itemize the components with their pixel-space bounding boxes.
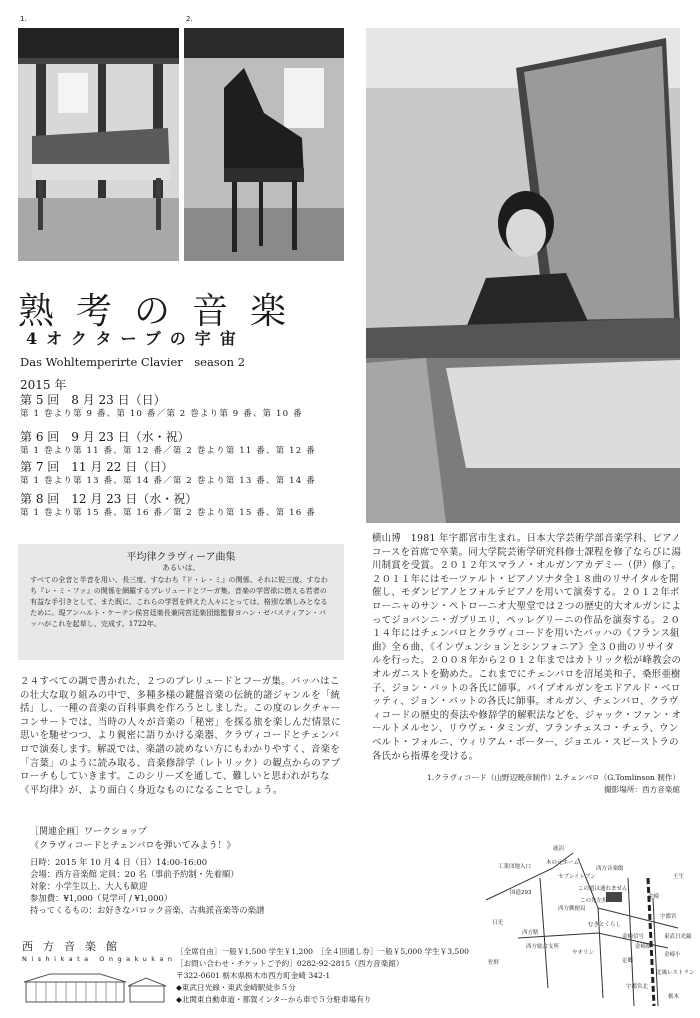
session-date: 第 5 回 8 月 23 日（日） — [20, 393, 166, 407]
photo-credit: 撮影場所：西方音楽館 — [604, 785, 680, 794]
workshop-line: 日時：2015 年 10 月 4 日（日）14:00-16:00 — [30, 857, 208, 867]
access-map — [478, 838, 695, 1010]
title-page-body: すべての全音と半音を用い、長三度、すなわち『ド・レ・ミ』の関係、それに短三度、すなわち『レ・ミ・ファ』の関係を網羅するプレリュードとフーガ集。音楽の学習欲に燃える若者の有益な手引きとして、また既に、これらの学習を終えた人々にとっては、格別な娯しみとなるために。現アンハルト・ケーテン侯宮廷楽長兼同宮廷楽団総監督ヨハン・ゼバスティアン・バッハがこれを起草し、完成す。1722年。 — [30, 575, 328, 628]
workshop-line: 対象：小学生以上、大人も歓迎 — [30, 881, 148, 891]
access-train: ◆東武日光線・東武金崎駅徒歩５分 — [176, 983, 296, 992]
map-label: 西方駅 — [522, 930, 539, 936]
session-date: 第 6 回 9 月 23 日（水・祝） — [20, 430, 190, 444]
session-program: 第 1 巻より第 11 番、第 12 番／第 2 巻より第 11 番、第 12 番 — [20, 446, 316, 456]
map-label: セブンイレブン — [558, 874, 596, 880]
workshop-line: 参加費：¥1,000（見学可 / ¥1,000） — [30, 893, 173, 903]
title-page-sub: あるいは、 — [162, 563, 200, 572]
performer-bio: 横山博 1981 年宇都宮市生まれ。日本大学芸術学部音楽学科、ピアノコースを首席で卒業。同大学院芸術学研究科修士課程を修了ならびに湯川制賞を受賞。２０１２年スマラノ・オルガンアカデミー（伊）修了。２０１１年にはモーツァルト・ピアノソナタ全１８曲のリサイタルを開催し、モダンピアノとフォルテピアノを用いて演奏する。２０１２年ボローニャのサン・ペトローニオ大聖堂では２つの歴史的大オルガンによってジョバンニ・ガブリエリ、ペッレグリーニの作品を演奏する。２０１４年にはチェンバロとクラヴィコードを用いたバッハの《フランス組曲》全６曲、《インヴェンションとシンフォニア》全３０曲のリサイタルを行った。２００８年から２０１２年まではカトリック松が峰教会のオルガニストを勤めた。これまでにチェンバロを沼尾美和子、桑形亜樹子、ジョン・バットの各氏に師事。パイプオルガンをエドアルド・ベロッティ、ジョン・バットの各氏に師事。オルガン、チェンバロ、クラヴィコードの歴史的奏法や修辞学的解釈法などを、ジャック・ファン・オールトメルセン、リウヴェ・タミンガ、フランチェスコ・チェラ、ウンベルト・フォルニ、ウィリアム・ポーター、ジョエル・スピーストラの各氏から指導を受ける。 — [372, 533, 682, 762]
photo-label-1: 1. — [20, 15, 27, 23]
workshop-heading: ［関連企画］ワークショップ — [30, 827, 147, 837]
address: 〒322-0601 栃木県栃木市西方町金崎 342-1 — [176, 971, 331, 980]
map-label: 宇都宮 — [660, 914, 677, 920]
map-label: 金崎 — [648, 894, 660, 900]
session-date: 第 8 回 12 月 23 日（水・祝） — [20, 492, 198, 506]
workshop-title: 《クラヴィコードとチェンバロを弾いてみよう！》 — [30, 841, 236, 851]
session-program: 第 1 巻より第 9 番、第 10 番／第 2 巻より第 9 番、第 10 番 — [20, 409, 303, 419]
venue-roman: Nishikata Ongakukan — [22, 955, 177, 963]
venue-name: 西方音楽館 — [22, 940, 127, 953]
session-program: 第 1 巻より第 15 番、第 16 番／第 2 巻より第 15 番、第 16 番 — [20, 508, 316, 518]
map-label: 北風レストラン — [656, 970, 695, 976]
map-label: 本の元ホーム — [546, 860, 580, 866]
workshop-line: 会場：西方音楽館 定員：20 名（事前予約制・先着順） — [30, 869, 239, 879]
photo-label-2: 2. — [186, 15, 193, 23]
map-label: 西方総合支所 — [526, 944, 560, 950]
title-page-heading: 平均律クラヴィーア曲集 — [126, 552, 236, 563]
map-label: 西方郵便局 — [558, 906, 586, 912]
performer-photo — [366, 28, 680, 523]
page-title: 熟考の音楽 — [18, 291, 309, 332]
harpsichord-photo — [184, 28, 344, 261]
map-label: 工業団地入口 — [498, 864, 532, 870]
map-label: 佐野 — [488, 960, 500, 966]
english-title: Das Wohltemperirte Clavier season 2 — [20, 355, 246, 369]
map-label: 栃木 — [668, 994, 680, 1000]
workshop-line: 持ってくるもの：お好きなバロック音楽、古典派音楽等の楽譜 — [30, 905, 265, 915]
venue-building-illustration — [20, 968, 170, 1004]
access-car: ◆北関東自動車道・都賀インターから車で５分駐車場有り — [176, 995, 372, 1004]
map-label: 国道293 — [510, 890, 532, 896]
photo-caption: 1.クラヴィコード（山野辺暁彦制作）2.チェンバロ（G.Tomlinson 制作） — [426, 773, 680, 782]
map-label: この先左折 — [580, 898, 608, 904]
map-label: 宇都宮北 — [626, 984, 649, 990]
map-label: 西方音楽館 — [596, 866, 624, 872]
map-label: 日光 — [492, 920, 504, 926]
contact-phone: ［お問い合わせ・チケットご予約］0282-92-2815（西方音楽館） — [176, 959, 404, 968]
page-subtitle: 4オクターブの宇宙 — [26, 329, 245, 348]
map-label: 金崎信号 — [622, 934, 645, 940]
map-label: 金崎駅 — [635, 944, 652, 950]
session-program: 第 1 巻より第 13 番、第 14 番／第 2 巻より第 13 番、第 14 番 — [20, 476, 316, 486]
session-date: 第 7 回 11 月 22 日（日） — [20, 460, 174, 474]
map-label: 鹿沼 — [553, 846, 565, 852]
map-label: 東武日光線 — [664, 934, 692, 940]
clavichord-photo — [18, 28, 179, 261]
map-label: この道は通れません — [578, 886, 628, 892]
map-label: むきとくらし — [588, 922, 622, 928]
ticket-price: ［全席自由］一般￥1,500 学生￥1,200 ［全４回通し券］一般￥5,000 学生￥3,500 — [176, 947, 470, 956]
map-label: 金崎小 — [664, 952, 681, 958]
intro-text: ２４すべての調で書かれた、２つのプレリュードとフーガ集。バッハはこの壮大な取り組みの中で、多種多様の鍵盤音楽の伝統的諸ジャンルを「統括」し、一種の音楽の百科事典を作ろうとしました。この度のレクチャーコンサートでは、当時の人々が音楽の「秘密」を探る旅を楽しんだ情景に思いを馳せつつ、より親密に語りかける楽器、クラヴィコードとチェンバロで演奏します。解説では、楽譜の読めない方にもわかりやすく、音楽を「言葉」のように読み取る、音楽修辞学（レトリック）の観点からのアプローチもしていきます。このシリーズを通して、難しいと思われがちな《平均律》が、より面白く身近なものになることでしょう。 — [20, 676, 341, 796]
schedule-year: 2015 年 — [20, 378, 67, 392]
map-label: ヤオリン — [572, 950, 595, 956]
map-label: 壬生 — [673, 874, 685, 880]
map-label: 定郷 — [622, 958, 634, 964]
